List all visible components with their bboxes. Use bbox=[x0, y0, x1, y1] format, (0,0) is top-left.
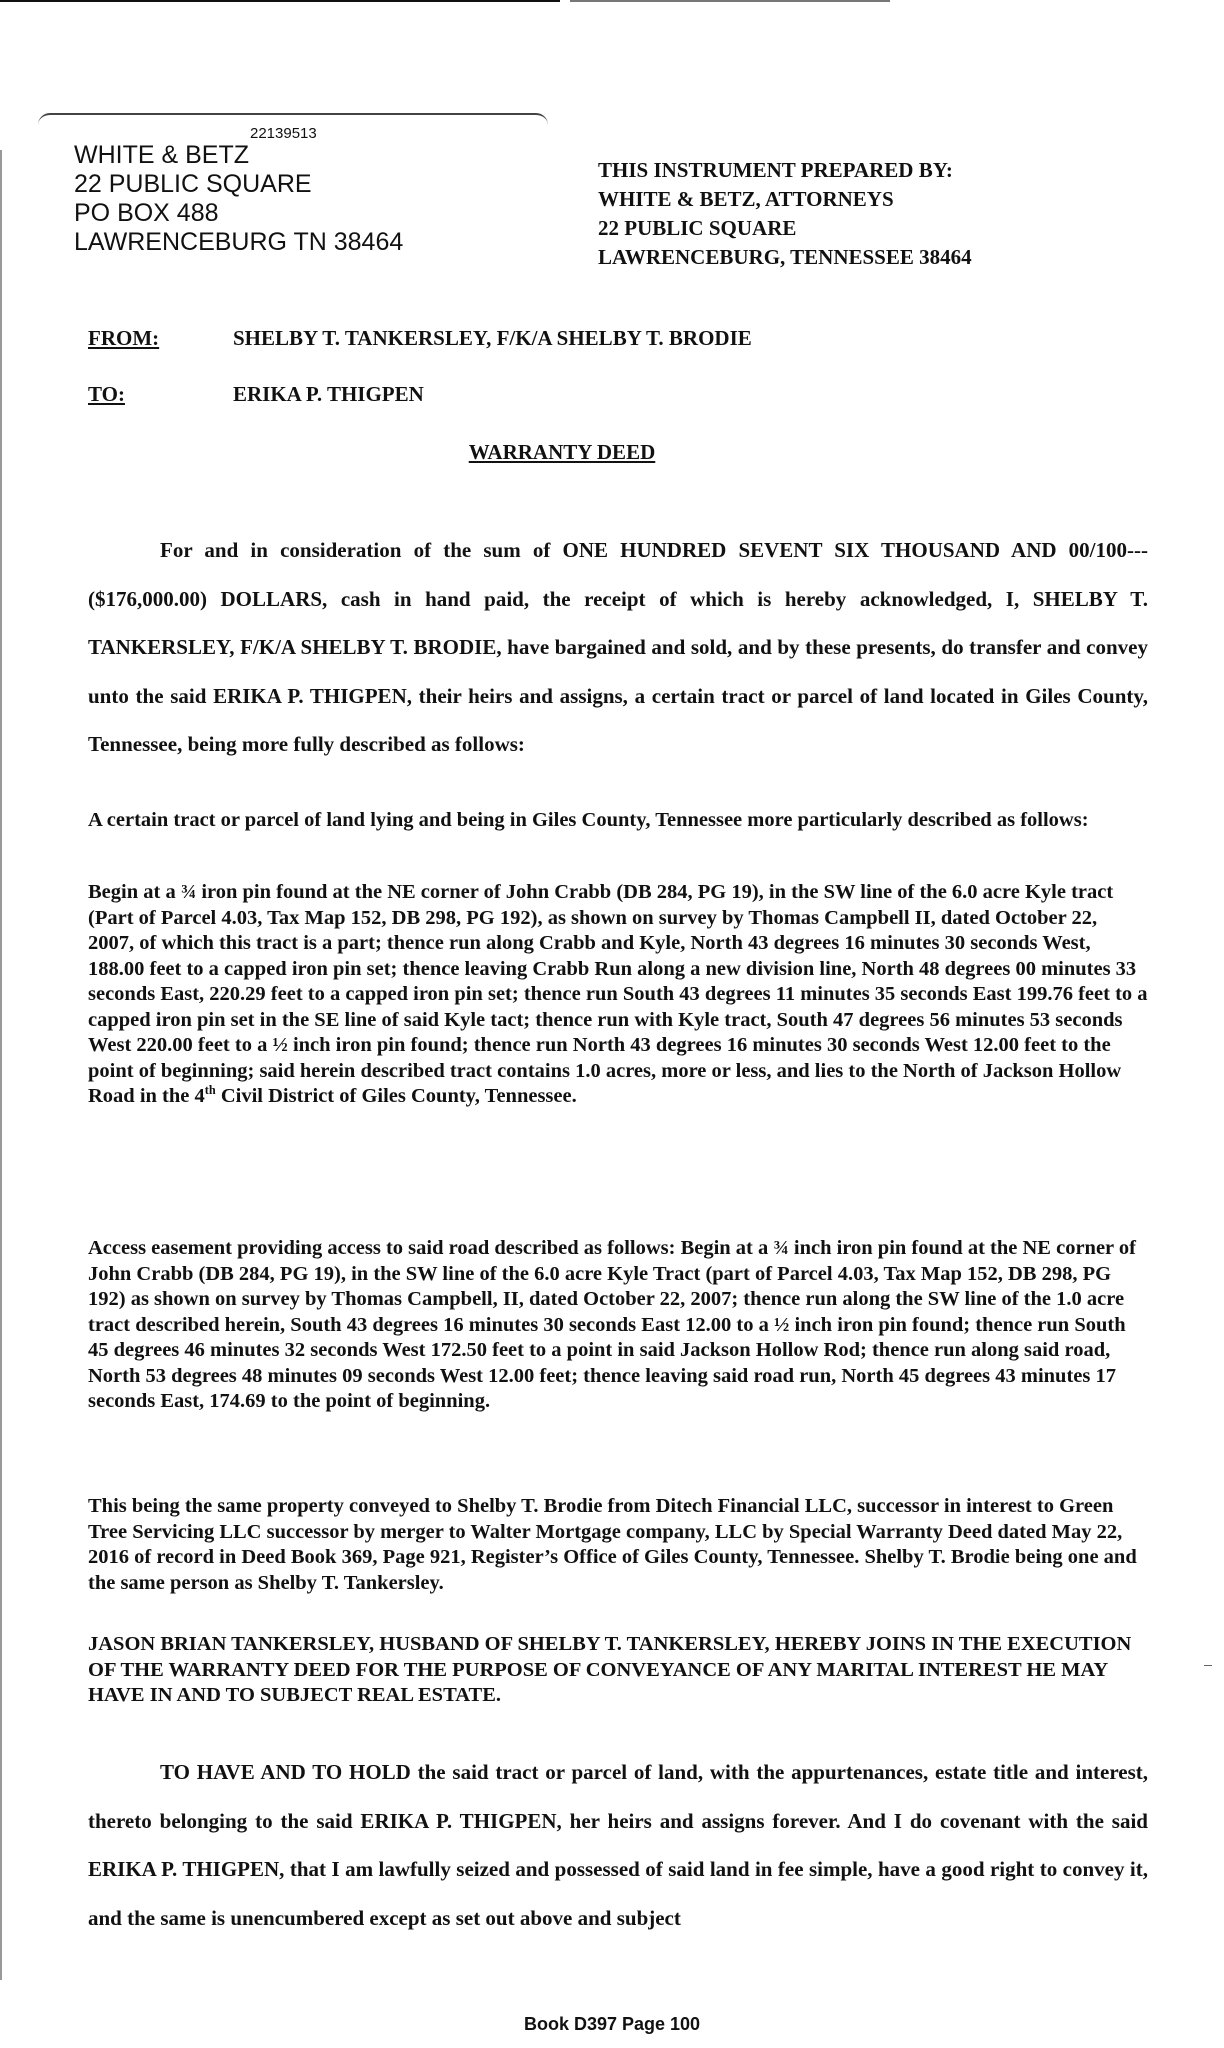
recording-number: 22139513 bbox=[250, 125, 317, 142]
from-value: SHELBY T. TANKERSLEY, F/K/A SHELBY T. BRODIE bbox=[233, 326, 752, 350]
source-paragraph: This being the same property conveyed to Shelby T. Brodie from Ditech Financial LLC, successor in interest to Green Tree Servicing LLC successor by merger to Walter Mortgage company, LLC by Special Warranty Deed dated May 22, 2016 of record in Deed Book 369, Page 921, Register’s Office of Giles County, Tennessee. Shelby T. Brodie being one and the same person as Shelby T. Tankersley. bbox=[88, 1495, 1137, 1594]
spouse-joinder-paragraph: JASON BRIAN TANKERSLEY, HUSBAND OF SHELBY T. TANKERSLEY, HEREBY JOINS IN THE EXECUTION OF THE WARRANTY DEED FOR THE PURPOSE OF CONVEYANCE OF ANY MARITAL INTEREST HE MAY HAVE IN AND TO SUBJECT REAL ESTATE. bbox=[88, 1633, 1132, 1706]
mailing-label-line: PO BOX 488 bbox=[74, 199, 219, 227]
mailing-label-line: WHITE & BETZ bbox=[74, 141, 249, 169]
legal-description-text: Begin at a ¾ iron pin found at the NE corner of John Crabb (DB 284, PG 19), in the SW line of the 6.0 acre Kyle tract (Part of Parcel 4.03, Tax Map 152, DB 298, PG 192), as shown on survey by Thomas Campbell II, dated October 22, 2007, of which this tract is a part; thence run along Crabb and Kyle, North 43 degrees 16 minutes 30 seconds West, 188.00 feet to a capped iron pin set; thence leaving Crabb Run along a new division line, North 48 degrees 00 minutes 33 seconds East, 220.29 feet to a capped iron pin set; thence run South 43 degrees 11 minutes 35 seconds East 199.76 feet to a capped iron pin set in the SE line of said Kyle tact; thence run with Kyle tract, South 47 degrees 56 minutes 53 seconds West 220.00 feet to a ½ inch iron pin found; thence run North 43 degrees 16 minutes 30 seconds West 12.00 feet to the point of beginning; said herein described tract contains 1.0 acres, more or less, and lies to the North of Jackson Hollow Road in the 4 bbox=[88, 881, 1148, 1107]
book-page-footer: Book D397 Page 100 bbox=[523, 2014, 701, 2034]
easement-paragraph: Access easement providing access to said road described as follows: Begin at a ¾ inch iron pin found at the NE corner of John Crabb (DB 284, PG 19), in the SW line of the 6.0 acre Kyle Tract (part of Parcel 4.03, Tax Map 152, DB 298, PG 192) as shown on survey by Thomas Campbell, II, dated October 22, 2007; thence run along the SW line of the 1.0 acre tract described herein, South 43 degrees 16 minutes 30 seconds East 12.00 to a ½ inch iron pin found; thence run South 45 degrees 46 minutes 32 seconds West 172.50 feet to a point in said Jackson Hollow Rod; thence run along said road, North 53 degrees 48 minutes 09 seconds West 12.00 feet; thence leaving said road run, North 45 degrees 43 minutes 17 seconds East, 174.69 to the point of beginning. bbox=[88, 1237, 1136, 1412]
consideration-paragraph bbox=[88, 526, 1148, 769]
scan-edge-left bbox=[0, 150, 2, 1980]
consideration-text: For and in consideration of the sum of ONE HUNDRED SEVENT SIX THOUSAND AND 00/100--- ($176,000.00) DOLLARS, cash in hand paid, the receipt of which is hereby acknowledged, I, SHELBY T. TANKERSLEY, F/K/A SHELBY T. BRODIE, have bargained and sold, and by these presents, do transfer and convey unto the said ERIKA P. THIGPEN, their heirs and assigns, a certain tract or parcel of land located in Giles County, Tennessee, being more fully described as follows: bbox=[88, 538, 1148, 756]
scan-mark bbox=[1204, 1665, 1212, 1666]
from-label: FROM: bbox=[88, 326, 160, 350]
ordinal-suffix: th bbox=[204, 1083, 216, 1098]
prepared-by-line: WHITE & BETZ, ATTORNEYS bbox=[598, 187, 894, 211]
prepared-by-heading: THIS INSTRUMENT PREPARED BY: bbox=[598, 158, 953, 182]
mailing-label-line: 22 PUBLIC SQUARE bbox=[74, 170, 312, 198]
mailing-label-line: LAWRENCEBURG TN 38464 bbox=[74, 228, 404, 256]
scan-edge-top bbox=[0, 0, 560, 2]
to-value: ERIKA P. THIGPEN bbox=[233, 382, 424, 406]
prepared-by-line: 22 PUBLIC SQUARE bbox=[598, 216, 797, 240]
legal-description-text-end: Civil District of Giles County, Tennessee. bbox=[215, 1085, 577, 1107]
prepared-by-block bbox=[598, 156, 972, 272]
to-label: TO: bbox=[88, 382, 125, 406]
intro-paragraph: A certain tract or parcel of land lying and being in Giles County, Tennessee more particularly described as follows: bbox=[88, 809, 1089, 831]
habendum-paragraph bbox=[88, 1748, 1148, 1942]
prepared-by-line: LAWRENCEBURG, TENNESSEE 38464 bbox=[598, 245, 972, 269]
habendum-text: TO HAVE AND TO HOLD the said tract or parcel of land, with the appurtenances, estate title and interest, thereto belonging to the said ERIKA P. THIGPEN, her heirs and assigns forever. And I do covenant with the said ERIKA P. THIGPEN, that I am lawfully seized and possessed of said land in fee simple, have a good right to convey it, and the same is unencumbered except as set out above and subject bbox=[88, 1760, 1148, 1930]
scan-edge-top-faint bbox=[570, 0, 890, 2]
legal-description-paragraph bbox=[88, 880, 1148, 1110]
document-title: WARRANTY DEED bbox=[468, 440, 656, 464]
